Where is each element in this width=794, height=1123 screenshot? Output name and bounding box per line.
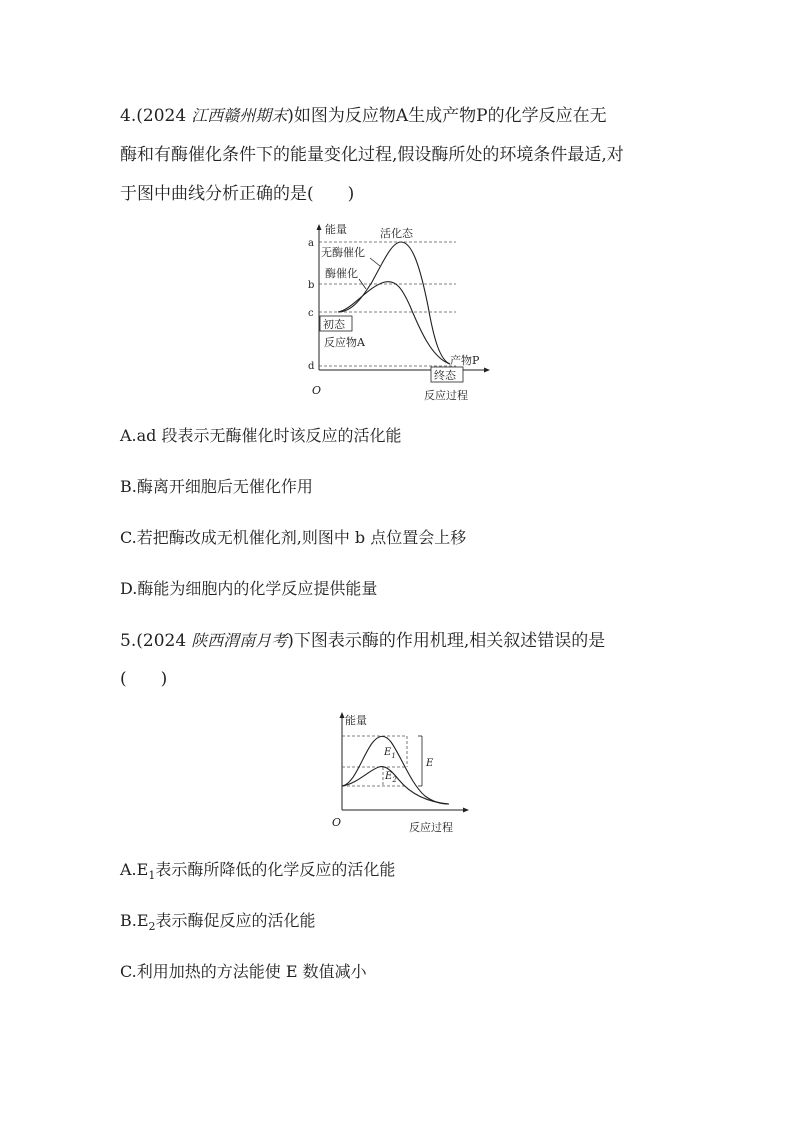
q4-stem-text: 如图为反应物A生成产物P的化学反应在无	[293, 106, 607, 126]
q5-enzyme-curve	[342, 767, 449, 804]
q5-ylabel: 能量	[345, 714, 367, 727]
q5-origin: O	[332, 816, 342, 829]
q4-enzyme-curve	[338, 282, 450, 364]
q5-label-e1: $E_1$	[384, 747, 396, 760]
q4-label-final: 终态	[434, 369, 456, 382]
q4-option-b: B.酶离开细胞后无催化作用	[120, 477, 313, 496]
q5-number: 5.	[120, 631, 137, 651]
q4-label-active: 活化态	[380, 227, 413, 240]
q4-option-c: C.若把酶改成无机催化剂,则图中 b 点位置会上移	[120, 528, 467, 547]
q5-option-b: $B.E_2$表示酶促反应的活化能	[120, 911, 316, 934]
q4-tick-c: c	[308, 308, 314, 319]
q5-label-e2: $E_2$	[385, 771, 397, 784]
q5-option-c: C.利用加热的方法能使 E 数值减小	[120, 962, 367, 981]
q4-option-d: D.酶能为细胞内的化学反应提供能量	[120, 579, 378, 598]
q5-source: (2024 陕西渭南月考)	[136, 631, 294, 651]
q4-source: (2024 江西赣州期末)	[136, 106, 294, 126]
q4-number: 4.	[120, 106, 137, 126]
q5-no-enzyme-curve	[342, 736, 449, 804]
q4-tick-b: b	[308, 280, 315, 291]
q5-option-a: $A.E_1$表示酶所降低的化学反应的活化能	[120, 860, 396, 883]
q4-xlabel: 反应过程	[424, 389, 468, 402]
q4-stem-line3: 于图中曲线分析正确的是( )	[120, 184, 355, 204]
q4-energy-diagram	[300, 218, 490, 408]
q4-tick-d: d	[308, 361, 315, 372]
q4-stem-line1	[120, 104, 607, 128]
q5-energy-diagram	[325, 708, 470, 838]
q4-option-a: A.ad 段表示无酶催化时该反应的活化能	[120, 426, 402, 445]
q4-stem-line2: 酶和有酶催化条件下的能量变化过程,假设酶所处的环境条件最适,对	[120, 145, 624, 165]
q4-label-initial: 初态	[323, 318, 345, 331]
q5-stem-text: 下图表示酶的作用机理,相关叙述错误的是	[293, 631, 606, 651]
q4-label-enzyme: 酶催化	[325, 267, 358, 280]
q4-label-reactant: 反应物A	[324, 336, 365, 349]
q4-ylabel: 能量	[325, 223, 347, 236]
q4-origin: O	[312, 384, 322, 397]
q4-tick-a: a	[308, 238, 314, 249]
q5-stem-line2: ( )	[120, 669, 168, 689]
q4-label-no-enzyme: 无酶催化	[321, 246, 365, 259]
q5-xlabel: 反应过程	[409, 821, 453, 834]
q5-label-e: E	[426, 758, 434, 769]
q5-stem-line1	[120, 629, 605, 653]
q4-label-product: 产物P	[450, 354, 480, 367]
